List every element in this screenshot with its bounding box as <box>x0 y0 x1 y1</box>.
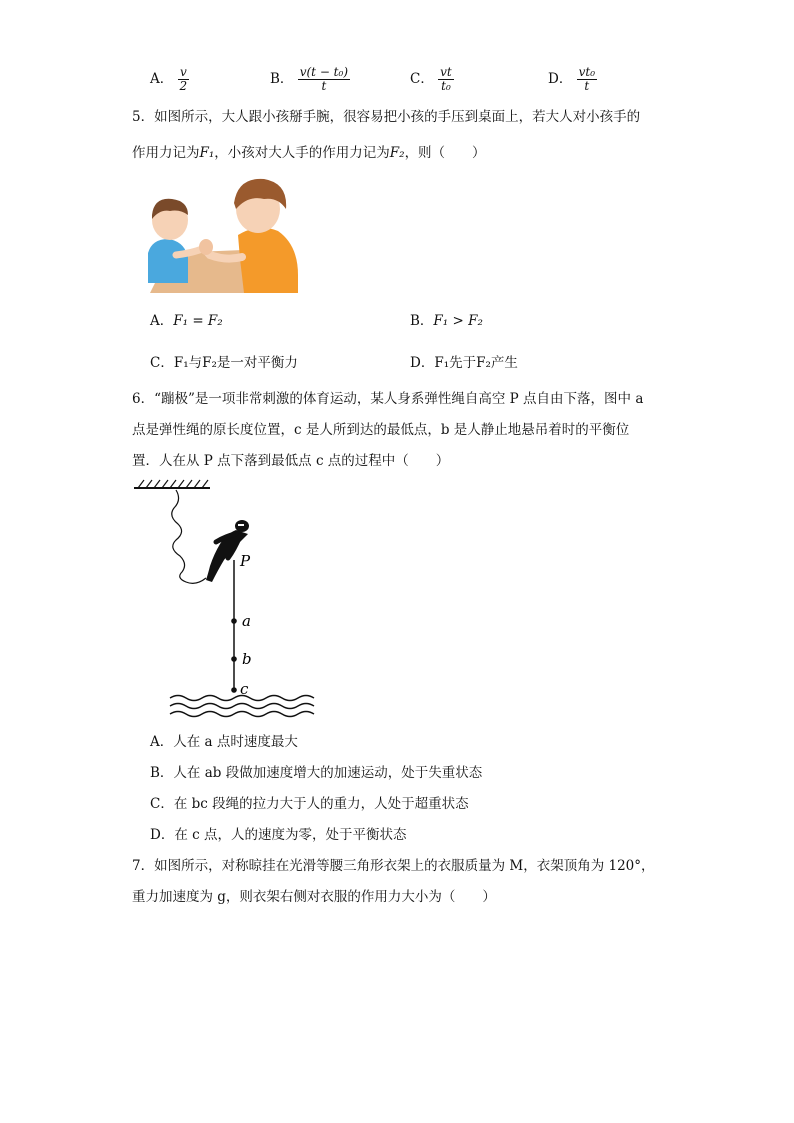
q6-option-b: B．人在 ab 段做加速度增大的加速运动，处于失重状态 <box>150 765 483 781</box>
q6-stem-line3: 置．人在从 P 点下落到最低点 c 点的过程中（ ） <box>132 453 450 469</box>
option-text: F₁ = F₂ <box>173 313 223 329</box>
label-c: c <box>240 680 249 698</box>
bungee-diagram <box>130 478 320 726</box>
point-b <box>231 656 237 662</box>
water-waves <box>170 696 314 717</box>
fraction-denominator: t <box>584 79 590 93</box>
q6-stem-line2: 点是弹性绳的原长度位置，c 是人所到达的最低点，b 是人静止地悬吊着时的平衡位 <box>132 422 630 438</box>
label-a: a <box>242 612 251 630</box>
q4-option-c <box>410 66 454 93</box>
option-label: C． <box>410 71 434 87</box>
point-c <box>231 687 237 693</box>
ceiling-hatch <box>138 480 208 488</box>
q5-stem-line2 <box>132 143 486 163</box>
option-label: D． <box>548 71 573 87</box>
q6-option-a: A．人在 a 点时速度最大 <box>150 734 298 750</box>
elastic-cord <box>172 490 206 583</box>
option-label: A． <box>150 71 174 87</box>
symbol-f2: F₂ <box>389 145 405 161</box>
q4-option-d <box>548 66 597 93</box>
fraction <box>438 66 454 93</box>
q5-stem-line1: 5．如图所示，大人跟小孩掰手腕，很容易把小孩的手压到桌面上，若大人对小孩手的 <box>132 109 641 125</box>
symbol-f1: F₁ <box>199 145 215 161</box>
option-label: B． <box>270 71 294 87</box>
fraction-denominator: t₀ <box>441 79 451 93</box>
option-label: D． <box>410 355 435 371</box>
option-label: A． <box>150 313 174 329</box>
label-p: P <box>240 552 251 570</box>
fraction <box>298 66 350 93</box>
text: ，小孩对大人手的作用力记为 <box>214 145 390 161</box>
q7-stem-line2: 重力加速度为 g，则衣架右侧对衣服的作用力大小为（ ） <box>132 889 496 905</box>
jumper-silhouette <box>206 520 249 582</box>
option-text: F₁与F₂是一对平衡力 <box>173 355 298 371</box>
q4-option-a <box>150 66 189 93</box>
q6-option-d: D．在 c 点，人的速度为零，处于平衡状态 <box>150 827 407 843</box>
text: 作用力记为 <box>132 145 200 161</box>
q6-stem-line1: 6．“蹦极”是一项非常刺激的体育运动，某人身系弹性绳自高空 P 点自由下落，图中 a <box>132 391 644 407</box>
fraction-numerator: vt₀ <box>578 65 596 79</box>
fraction <box>577 66 597 93</box>
clasped-hands <box>199 239 213 255</box>
q4-option-b <box>270 66 350 93</box>
q5-option-b <box>410 311 483 331</box>
fraction-denominator: t <box>321 79 327 93</box>
fraction <box>178 66 190 93</box>
arm-wrestling-illustration <box>140 175 305 300</box>
q6-option-c: C．在 bc 段绳的拉力大于人的重力，人处于超重状态 <box>150 796 469 812</box>
label-b: b <box>242 650 252 668</box>
point-a <box>231 618 237 624</box>
fraction-numerator: v <box>179 65 187 79</box>
fraction-numerator: vt <box>440 65 452 79</box>
text: ，则（ ） <box>404 145 486 161</box>
q5-option-c <box>150 353 298 373</box>
fraction-numerator: v(t − t₀) <box>299 65 348 79</box>
fraction-denominator: 2 <box>179 79 188 93</box>
option-text: F₁先于F₂产生 <box>434 355 518 371</box>
q5-option-a <box>150 311 223 331</box>
option-label: C． <box>150 355 174 371</box>
option-label: B． <box>410 313 434 329</box>
q7-stem-line1: 7．如图所示，对称晾挂在光滑等腰三角形衣架上的衣服质量为 M，衣架顶角为 120°， <box>132 858 655 874</box>
option-text: F₁ > F₂ <box>433 313 483 329</box>
q5-option-d <box>410 353 518 373</box>
